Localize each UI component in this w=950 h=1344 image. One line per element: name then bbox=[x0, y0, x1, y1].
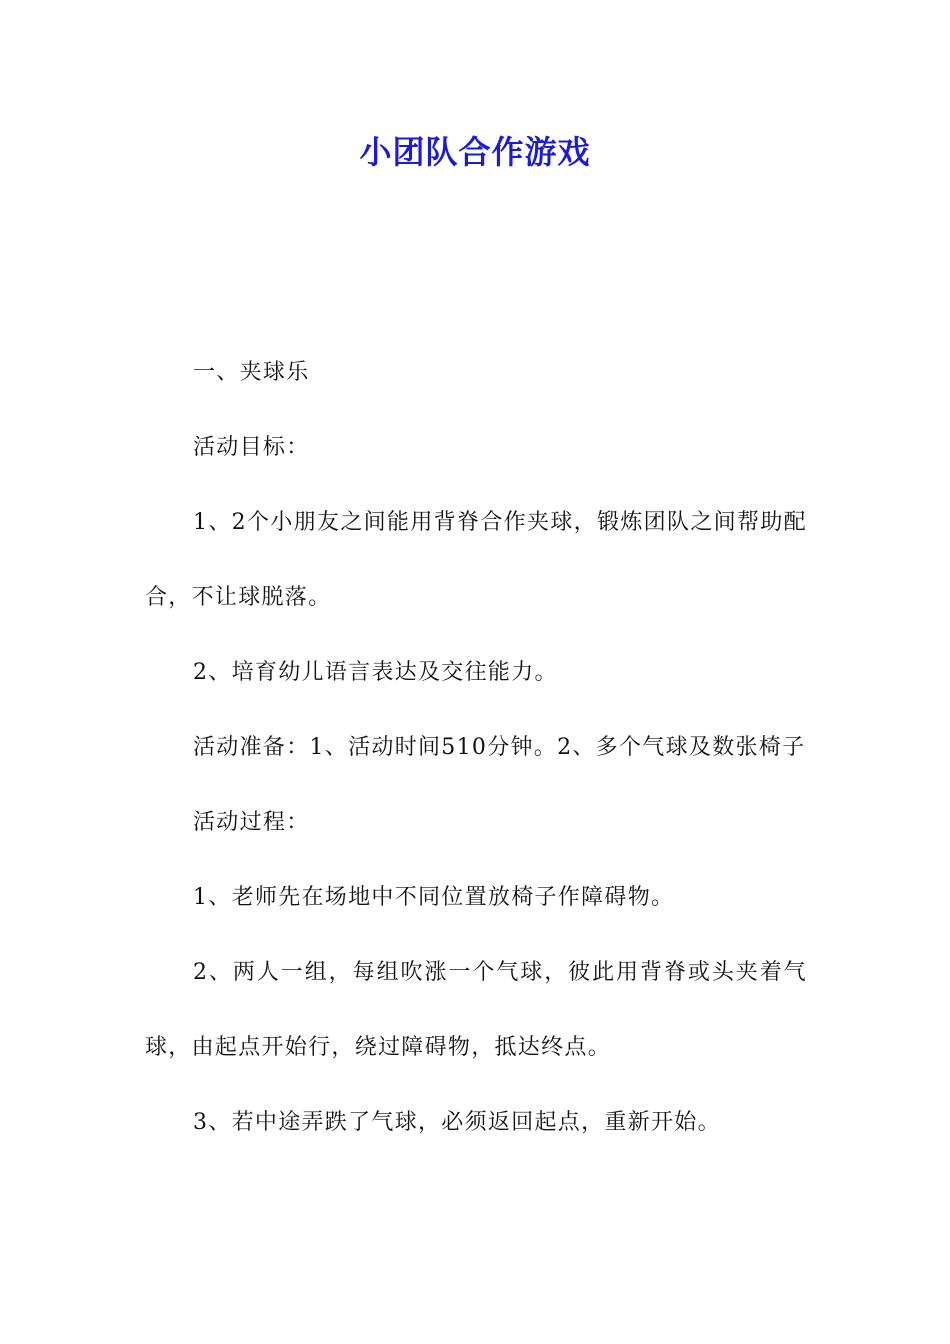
paragraph-goal-1: 1、2个小朋友之间能用背脊合作夹球，锻炼团队之间帮助配合，不让球脱落。 bbox=[145, 510, 807, 610]
paragraph-preparation: 活动准备：1、活动时间510分钟。2、多个气球及数张椅子 bbox=[193, 735, 806, 760]
paragraph-goal-2: 2、培育幼儿语言表达及交往能力。 bbox=[193, 660, 558, 685]
section-heading: 一、夹球乐 bbox=[193, 360, 310, 385]
paragraph-goal-label: 活动目标： bbox=[193, 435, 310, 460]
paragraph-process-2: 2、两人一组，每组吹涨一个气球，彼此用背脊或头夹着气球，由起点开始行，绕过障碍物，抵达终点。 bbox=[145, 960, 807, 1060]
paragraph-process-label: 活动过程： bbox=[193, 810, 310, 835]
paragraph-process-1: 1、老师先在场地中不同位置放椅子作障碍物。 bbox=[193, 885, 675, 910]
document-title: 小团队合作游戏 bbox=[359, 133, 591, 171]
paragraph-process-3: 3、若中途弄跌了气球，必须返回起点，重新开始。 bbox=[193, 1110, 721, 1135]
document-body bbox=[145, 335, 807, 1160]
